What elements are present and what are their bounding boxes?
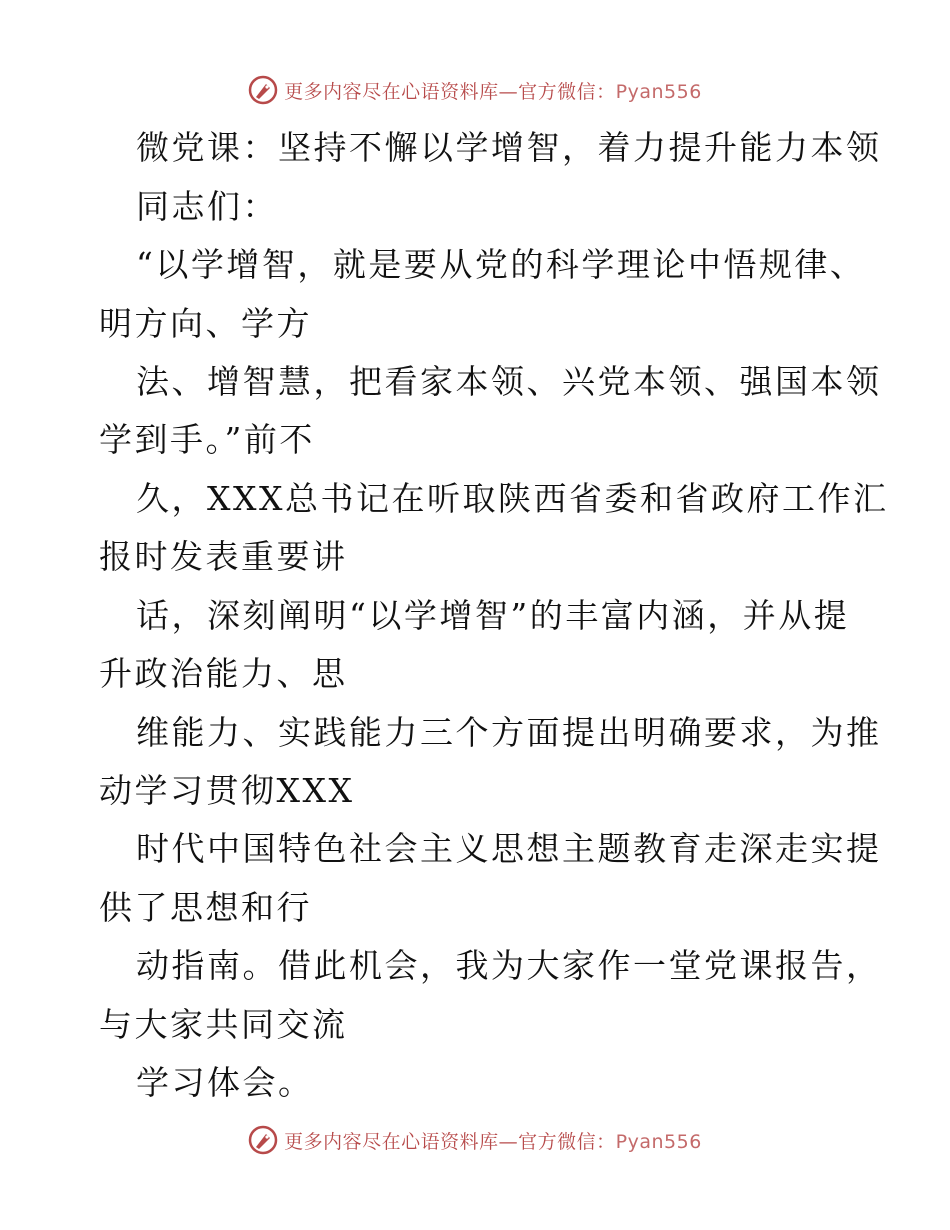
paragraph-line: 学到手。”前不 — [99, 420, 315, 459]
watermark-text: 更多内容尽在心语资料库—官方微信：Pyan556 — [284, 1130, 702, 1153]
watermark-header — [0, 72, 950, 108]
pen-nib-circle-icon — [248, 75, 278, 105]
paragraph-line: 学习体会。 — [136, 1063, 314, 1102]
document-title: 微党课：坚持不懈以学增智，着力提升能力本领 — [136, 128, 882, 167]
watermark-footer — [0, 1122, 950, 1158]
paragraph-line: 久，XXX总书记在听取陕西省委和省政府工作汇 — [136, 479, 889, 518]
paragraph-line: 供了思想和行 — [99, 888, 312, 927]
paragraph-line: “以学增智，就是要从党的科学理论中悟规律、 — [136, 245, 866, 284]
watermark-id: Pyan556 — [615, 80, 702, 103]
paragraph-line: 报时发表重要讲 — [99, 537, 348, 576]
paragraph-line: 话，深刻阐明“以学增智”的丰富内涵，并从提 — [136, 596, 850, 635]
paragraph-line: 维能力、实践能力三个方面提出明确要求，为推 — [136, 713, 882, 752]
paragraph-line: 动指南。借此机会，我为大家作一堂党课报告， — [136, 946, 882, 985]
paragraph-line: 时代中国特色社会主义思想主题教育走深走实提 — [136, 829, 882, 868]
watermark-text: 更多内容尽在心语资料库—官方微信：Pyan556 — [284, 80, 702, 103]
salutation: 同志们： — [136, 187, 278, 226]
paragraph-line: 动学习贯彻XXX — [99, 771, 355, 810]
paragraph-line: 升政治能力、思 — [99, 654, 348, 693]
watermark-id: Pyan556 — [615, 1130, 702, 1153]
pen-nib-circle-icon — [248, 1125, 278, 1155]
paragraph-line: 明方向、学方 — [99, 304, 312, 343]
paragraph-line: 与大家共同交流 — [99, 1005, 348, 1044]
paragraph-line: 法、增智慧，把看家本领、兴党本领、强国本领 — [136, 362, 882, 401]
